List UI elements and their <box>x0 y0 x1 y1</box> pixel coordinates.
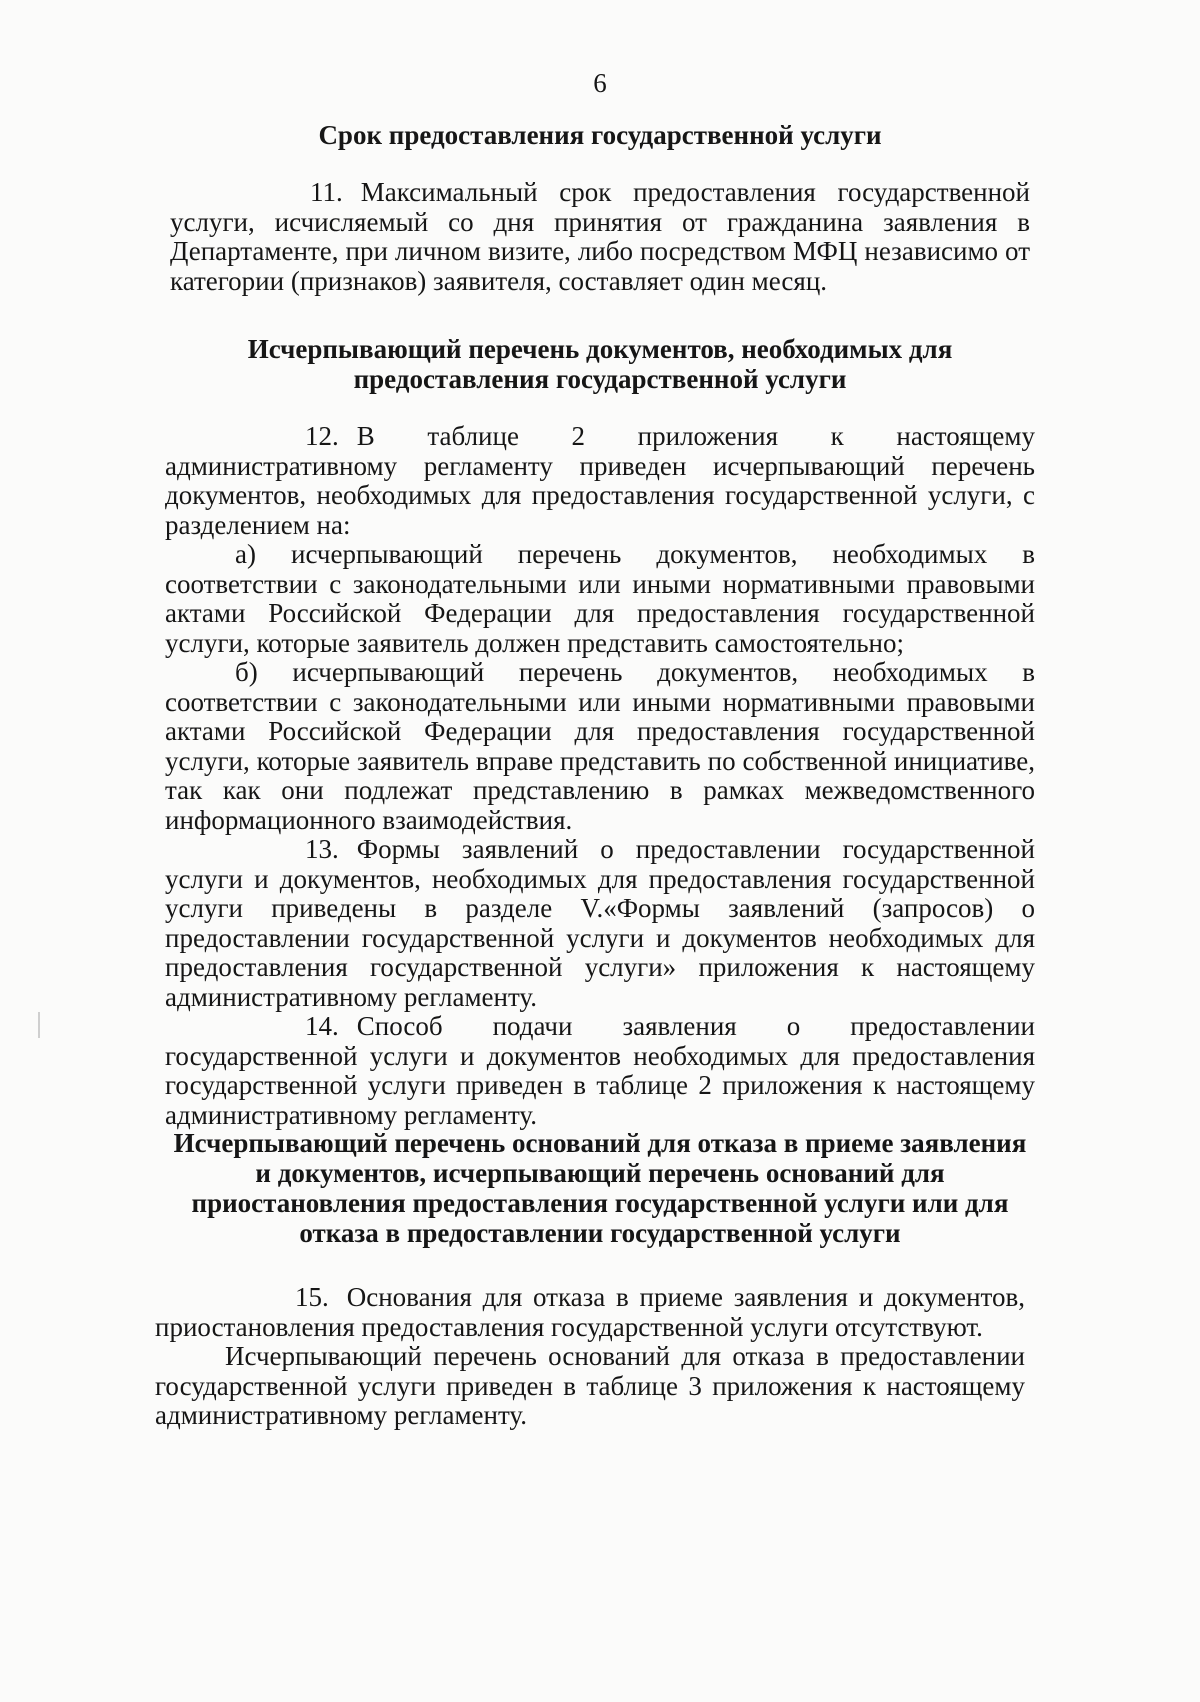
paragraph-14 <box>165 1012 1035 1130</box>
paragraph-12-a <box>165 540 1035 658</box>
section-heading-documents: Исчерпывающий перечень документов, необходимых для предоставления государственной услуги <box>247 334 953 394</box>
paragraph-number: 11. <box>310 177 343 207</box>
paragraph-number: 13. <box>305 834 339 864</box>
paragraph-text: В таблице 2 приложения к настоящему административному регламенту приведен исчерпывающий перечень документов, необходимых для предоставления государственной услуги, с разделением на: <box>165 421 1035 540</box>
section-heading-term: Срок предоставления государственной услуги <box>318 120 882 150</box>
paragraph-11 <box>170 178 1030 296</box>
paragraph-13 <box>165 835 1035 1012</box>
paragraph-number: 14. <box>305 1011 339 1041</box>
paragraph-text: б) исчерпывающий перечень документов, необходимых в соответствии с законодательными или иными нормативными правовыми актами Российской Федерации для предоставления государственной услуги, которые заявитель вправе представить по собственной инициативе, так как они подлежат представлению в рамках межведомственного информационного взаимодействия. <box>165 657 1035 835</box>
paragraph-text: Формы заявлений о предоставлении государственной услуги и документов, необходимых для предоставления государственной услуги приведены в разделе V.«Формы заявлений (запросов) о предоставлении государственной услуги и документов необходимых для предоставления государственной услуги» приложения к настоящему административному регламенту. <box>165 834 1035 1012</box>
paragraph-text: Максимальный срок предоставления государственной услуги, исчисляемый со дня принятия от гражданина заявления в Департаменте, при личном визите, либо посредством МФЦ независимо от категории (признаков) заявителя, составляет один месяц. <box>170 177 1030 296</box>
section-body-documents <box>165 422 1035 1130</box>
paragraph-text: Основания для отказа в приеме заявления и документов, приостановления предоставления государственной услуги отсутствуют. <box>155 1282 1025 1342</box>
paragraph-text: а) исчерпывающий перечень документов, необходимых в соответствии с законодательными или иными нормативными правовыми актами Российской Федерации для предоставления государственной услуги, которые заявитель должен представить самостоятельно; <box>165 539 1035 658</box>
scan-margin-mark <box>38 1012 40 1038</box>
paragraph-text: Исчерпывающий перечень оснований для отказа в предоставлении государственной услуги приведен в таблице 3 приложения к настоящему административному регламенту. <box>155 1341 1025 1430</box>
paragraph-12-b <box>165 658 1035 835</box>
paragraph-text: Способ подачи заявления о предоставлении государственной услуги и документов необходимых для предоставления государственной услуги приведен в таблице 2 приложения к настоящему административному регламенту. <box>165 1011 1035 1130</box>
section-body-term <box>170 178 1030 296</box>
paragraph-number: 12. <box>305 421 339 451</box>
paragraph-number: 15. <box>295 1282 329 1312</box>
paragraph-12 <box>165 422 1035 540</box>
section-body-refusal <box>155 1283 1025 1431</box>
paragraph-15 <box>155 1283 1025 1342</box>
page-number: 6 <box>593 68 607 98</box>
section-heading-refusal: Исчерпывающий перечень оснований для отказа в приеме заявления и документов, исчерпывающий перечень оснований для приостановления предоставления государственной услуги или для отказа в предоставлении государственной услуги <box>173 1128 1027 1248</box>
paragraph-15-continued <box>155 1342 1025 1431</box>
